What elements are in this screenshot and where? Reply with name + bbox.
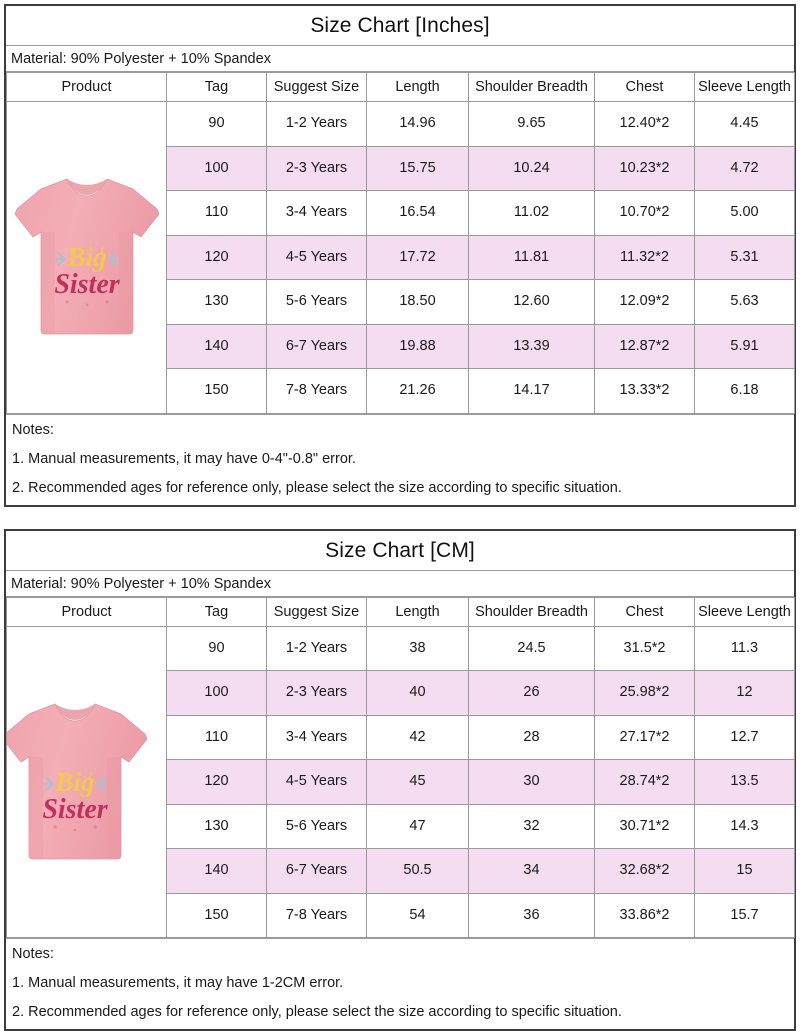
cell-chest: 12.40*2 bbox=[595, 102, 695, 147]
cell-chest: 12.09*2 bbox=[595, 280, 695, 325]
cell-suggest: 2-3 Years bbox=[267, 146, 367, 191]
notes-item-2: 2. Recommended ages for reference only, please select the size according to specific situation. bbox=[12, 477, 788, 499]
table-header-row bbox=[7, 73, 795, 102]
column-header-suggest-size: Suggest Size bbox=[267, 597, 367, 626]
chart-separator bbox=[4, 507, 796, 529]
cell-length: 47 bbox=[367, 804, 469, 849]
cell-tag: 100 bbox=[167, 146, 267, 191]
cell-suggest: 3-4 Years bbox=[267, 715, 367, 760]
cell-sleeve: 13.5 bbox=[695, 760, 795, 805]
cell-tag: 110 bbox=[167, 191, 267, 236]
cell-sleeve: 15.7 bbox=[695, 893, 795, 938]
column-header-tag: Tag bbox=[167, 73, 267, 102]
size-chart-cm bbox=[4, 529, 796, 1031]
cell-shoulder: 11.81 bbox=[469, 235, 595, 280]
chart-title-cm: Size Chart [CM] bbox=[6, 531, 794, 571]
cell-tag: 130 bbox=[167, 804, 267, 849]
table-row bbox=[7, 102, 795, 147]
cell-length: 40 bbox=[367, 671, 469, 716]
column-header-shoulder-breadth: Shoulder Breadth bbox=[469, 597, 595, 626]
cell-sleeve: 12.7 bbox=[695, 715, 795, 760]
cell-suggest: 6-7 Years bbox=[267, 849, 367, 894]
cell-shoulder: 24.5 bbox=[469, 626, 595, 671]
cell-suggest: 1-2 Years bbox=[267, 626, 367, 671]
cell-chest: 10.70*2 bbox=[595, 191, 695, 236]
cell-shoulder: 11.02 bbox=[469, 191, 595, 236]
notes-inches bbox=[6, 414, 794, 505]
table-header-row bbox=[7, 597, 795, 626]
cell-shoulder: 26 bbox=[469, 671, 595, 716]
cell-chest: 12.87*2 bbox=[595, 324, 695, 369]
cell-chest: 32.68*2 bbox=[595, 849, 695, 894]
column-header-suggest-size: Suggest Size bbox=[267, 73, 367, 102]
cell-length: 15.75 bbox=[367, 146, 469, 191]
cell-shoulder: 14.17 bbox=[469, 369, 595, 414]
notes-item-2: 2. Recommended ages for reference only, please select the size according to specific situation. bbox=[12, 1001, 788, 1023]
column-header-shoulder-breadth: Shoulder Breadth bbox=[469, 73, 595, 102]
cell-sleeve: 5.00 bbox=[695, 191, 795, 236]
cell-length: 17.72 bbox=[367, 235, 469, 280]
cell-length: 19.88 bbox=[367, 324, 469, 369]
cell-shoulder: 13.39 bbox=[469, 324, 595, 369]
cell-length: 21.26 bbox=[367, 369, 469, 414]
cell-suggest: 5-6 Years bbox=[267, 280, 367, 325]
column-header-product: Product bbox=[7, 73, 167, 102]
cell-suggest: 3-4 Years bbox=[267, 191, 367, 236]
column-header-product: Product bbox=[7, 597, 167, 626]
cell-tag: 100 bbox=[167, 671, 267, 716]
graphic-text-big: Big bbox=[66, 242, 106, 272]
cell-suggest: 7-8 Years bbox=[267, 369, 367, 414]
cell-suggest: 7-8 Years bbox=[267, 893, 367, 938]
cell-tag: 120 bbox=[167, 235, 267, 280]
notes-cm bbox=[6, 938, 794, 1029]
chart-title-inches: Size Chart [Inches] bbox=[6, 6, 794, 46]
column-header-tag: Tag bbox=[167, 597, 267, 626]
cell-length: 54 bbox=[367, 893, 469, 938]
table-row bbox=[7, 626, 795, 671]
notes-heading: Notes: bbox=[12, 419, 788, 441]
cell-sleeve: 15 bbox=[695, 849, 795, 894]
cell-sleeve: 4.72 bbox=[695, 146, 795, 191]
cell-chest: 13.33*2 bbox=[595, 369, 695, 414]
cell-chest: 28.74*2 bbox=[595, 760, 695, 805]
cell-shoulder: 36 bbox=[469, 893, 595, 938]
notes-item-1: 1. Manual measurements, it may have 0-4"-0.8" error. bbox=[12, 448, 788, 470]
cell-sleeve: 5.63 bbox=[695, 280, 795, 325]
graphic-text-sister: Sister bbox=[54, 269, 120, 300]
tshirt-icon bbox=[7, 687, 151, 877]
cell-tag: 140 bbox=[167, 324, 267, 369]
size-table-cm bbox=[6, 597, 795, 939]
cell-length: 45 bbox=[367, 760, 469, 805]
notes-item-1: 1. Manual measurements, it may have 1-2CM error. bbox=[12, 972, 788, 994]
cell-sleeve: 14.3 bbox=[695, 804, 795, 849]
cell-tag: 150 bbox=[167, 893, 267, 938]
cell-chest: 27.17*2 bbox=[595, 715, 695, 760]
cell-chest: 10.23*2 bbox=[595, 146, 695, 191]
cell-shoulder: 30 bbox=[469, 760, 595, 805]
cell-length: 42 bbox=[367, 715, 469, 760]
cell-suggest: 4-5 Years bbox=[267, 235, 367, 280]
cell-tag: 150 bbox=[167, 369, 267, 414]
cell-chest: 25.98*2 bbox=[595, 671, 695, 716]
cell-suggest: 5-6 Years bbox=[267, 804, 367, 849]
cell-shoulder: 12.60 bbox=[469, 280, 595, 325]
cell-shoulder: 28 bbox=[469, 715, 595, 760]
cell-chest: 11.32*2 bbox=[595, 235, 695, 280]
cell-sleeve: 12 bbox=[695, 671, 795, 716]
cell-shoulder: 9.65 bbox=[469, 102, 595, 147]
cell-sleeve: 5.91 bbox=[695, 324, 795, 369]
column-header-chest: Chest bbox=[595, 73, 695, 102]
cell-sleeve: 6.18 bbox=[695, 369, 795, 414]
cell-tag: 110 bbox=[167, 715, 267, 760]
size-chart-inches bbox=[4, 4, 796, 507]
cell-suggest: 4-5 Years bbox=[267, 760, 367, 805]
cell-length: 38 bbox=[367, 626, 469, 671]
cell-chest: 30.71*2 bbox=[595, 804, 695, 849]
cell-sleeve: 4.45 bbox=[695, 102, 795, 147]
cell-chest: 33.86*2 bbox=[595, 893, 695, 938]
cell-tag: 140 bbox=[167, 849, 267, 894]
size-table-inches bbox=[6, 72, 795, 414]
cell-sleeve: 5.31 bbox=[695, 235, 795, 280]
graphic-text-sister: Sister bbox=[42, 794, 108, 825]
material-line-inches: Material: 90% Polyester + 10% Spandex bbox=[6, 46, 794, 72]
column-header-chest: Chest bbox=[595, 597, 695, 626]
product-image-cell-cm bbox=[7, 626, 167, 938]
column-header-length: Length bbox=[367, 597, 469, 626]
cell-tag: 90 bbox=[167, 102, 267, 147]
column-header-sleeve-length: Sleeve Length bbox=[695, 597, 795, 626]
cell-length: 14.96 bbox=[367, 102, 469, 147]
material-line-cm: Material: 90% Polyester + 10% Spandex bbox=[6, 571, 794, 597]
cell-chest: 31.5*2 bbox=[595, 626, 695, 671]
column-header-sleeve-length: Sleeve Length bbox=[695, 73, 795, 102]
shirt-image-wrap bbox=[7, 630, 167, 934]
cell-shoulder: 10.24 bbox=[469, 146, 595, 191]
cell-sleeve: 11.3 bbox=[695, 626, 795, 671]
cell-tag: 130 bbox=[167, 280, 267, 325]
cell-length: 50.5 bbox=[367, 849, 469, 894]
graphic-text-big: Big bbox=[54, 767, 94, 797]
notes-heading: Notes: bbox=[12, 943, 788, 965]
cell-shoulder: 34 bbox=[469, 849, 595, 894]
cell-length: 18.50 bbox=[367, 280, 469, 325]
cell-suggest: 6-7 Years bbox=[267, 324, 367, 369]
cell-shoulder: 32 bbox=[469, 804, 595, 849]
column-header-length: Length bbox=[367, 73, 469, 102]
cell-suggest: 2-3 Years bbox=[267, 671, 367, 716]
cell-tag: 120 bbox=[167, 760, 267, 805]
cell-length: 16.54 bbox=[367, 191, 469, 236]
shirt-image-wrap bbox=[7, 105, 167, 409]
cell-suggest: 1-2 Years bbox=[267, 102, 367, 147]
tshirt-icon bbox=[11, 162, 163, 352]
cell-tag: 90 bbox=[167, 626, 267, 671]
product-image-cell-inches bbox=[7, 102, 167, 414]
